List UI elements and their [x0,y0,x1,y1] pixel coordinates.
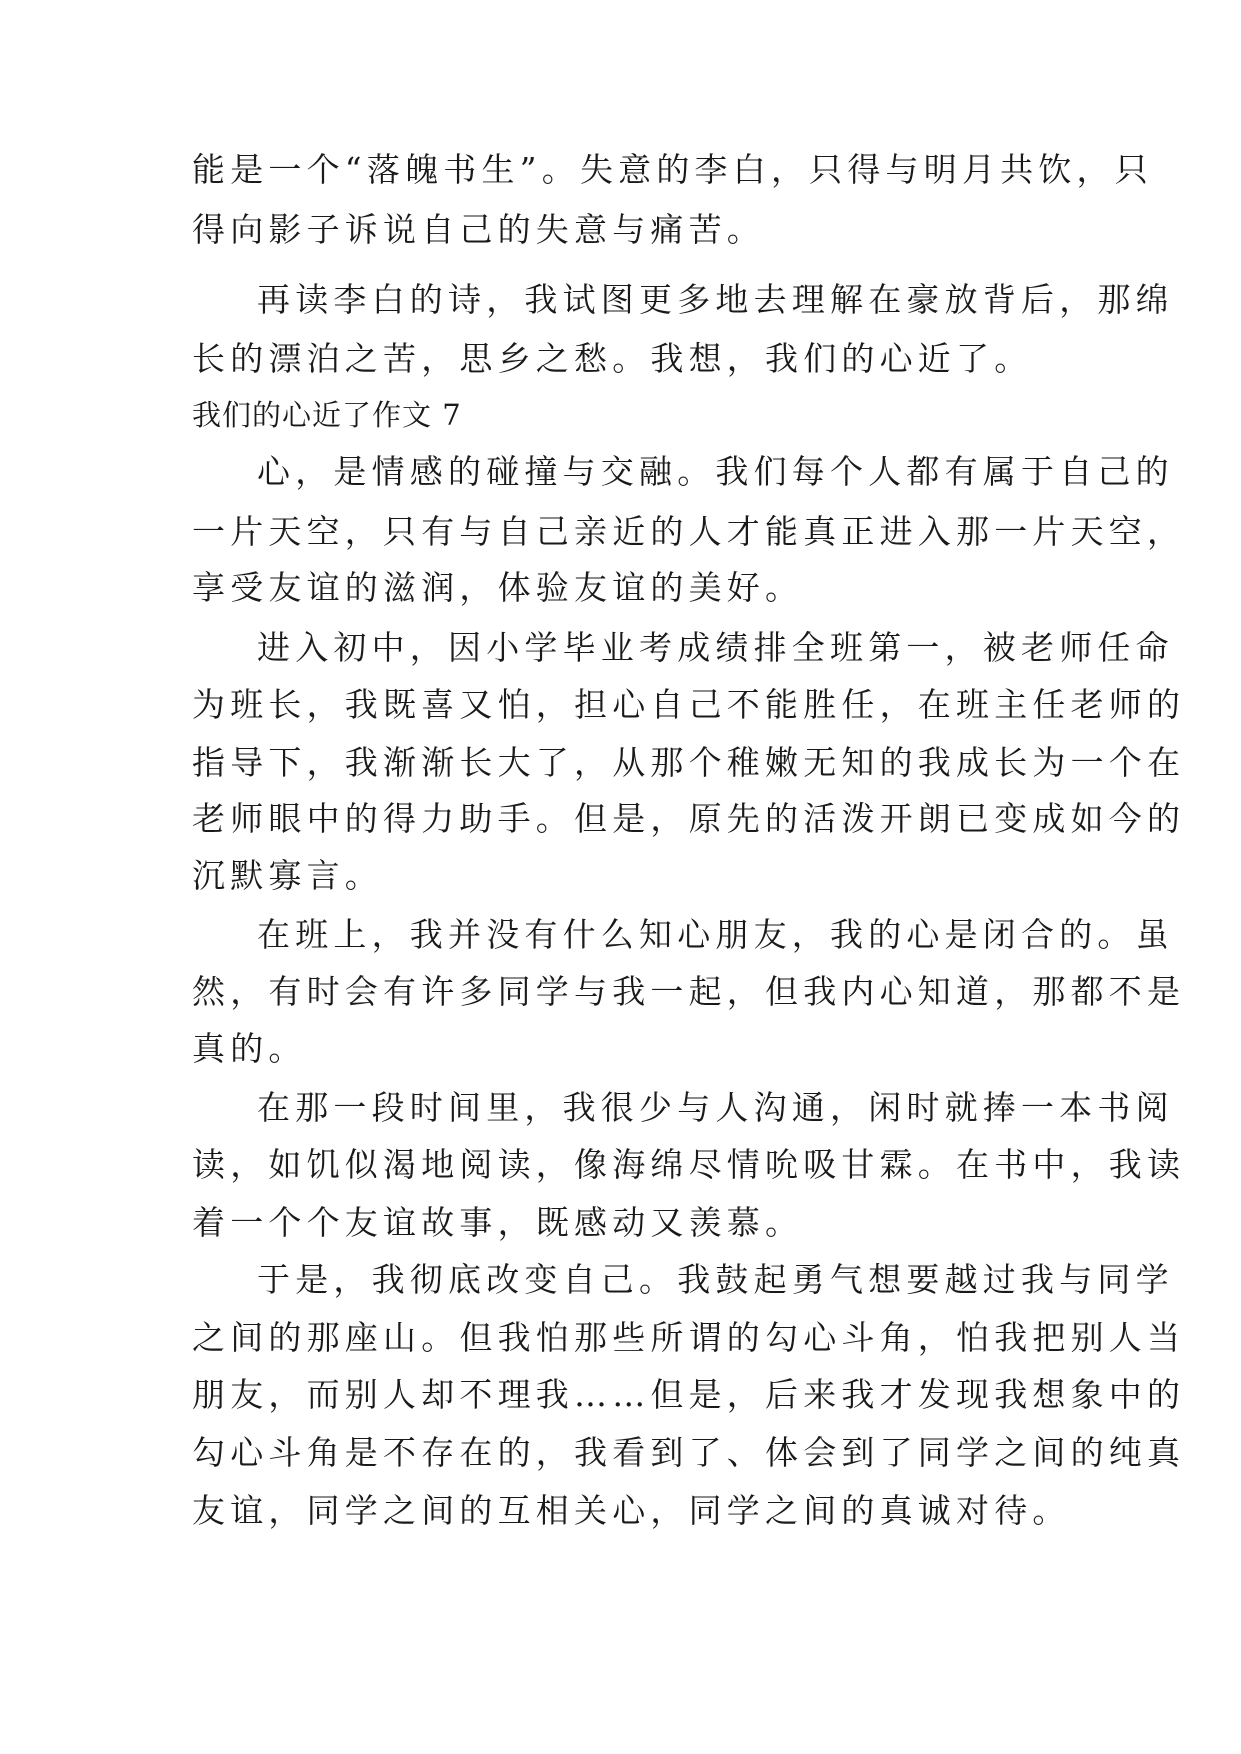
text-line: 着一个个友谊故事，既感动又羡慕。 [192,1203,804,1242]
text-line: 一片天空，只有与自己亲近的人才能真正进入那一片天空， [192,512,1186,551]
text-line: 为班长，我既喜又怕，担心自己不能胜任，在班主任老师的 [192,685,1186,724]
text-line: 再读李白的诗，我试图更多地去理解在豪放背后，那绵 [257,280,1174,319]
text-line: 朋友，而别人却不理我……但是，后来我才发现我想象中的 [192,1375,1186,1414]
text-line: 享受友谊的滋润，体验友谊的美好。 [192,568,804,607]
text-line: 进入初中，因小学毕业考成绩排全班第一，被老师任命 [257,628,1174,667]
text-line: 得向影子诉说自己的失意与痛苦。 [192,210,765,249]
text-line: 沉默寡言。 [192,856,383,895]
text-line: 勾心斗角是不存在的，我看到了、体会到了同学之间的纯真 [192,1433,1186,1472]
text-line: 指导下，我渐渐长大了，从那个稚嫩无知的我成长为一个在 [192,743,1186,782]
text-line: 然，有时会有许多同学与我一起，但我内心知道，那都不是 [192,972,1186,1011]
text-line: 真的。 [192,1029,307,1068]
section-heading: 我们的心近了作文 7 [192,398,462,432]
text-line: 长的漂泊之苦，思乡之愁。我想，我们的心近了。 [192,339,1033,378]
text-line: 在班上，我并没有什么知心朋友，我的心是闭合的。虽 [257,915,1174,954]
text-line: 老师眼中的得力助手。但是，原先的活泼开朗已变成如今的 [192,799,1186,838]
text-line: 能是一个“落魄书生”。失意的李白，只得与明月共饮，只 [192,150,1153,189]
text-line: 友谊，同学之间的互相关心，同学之间的真诚对待。 [192,1491,1071,1530]
text-line: 读，如饥似渴地阅读，像海绵尽情吮吸甘霖。在书中，我读 [192,1145,1186,1184]
text-line: 于是，我彻底改变自己。我鼓起勇气想要越过我与同学 [257,1260,1174,1299]
text-line: 在那一段时间里，我很少与人沟通，闲时就捧一本书阅 [257,1088,1174,1127]
text-line: 之间的那座山。但我怕那些所谓的勾心斗角，怕我把别人当 [192,1318,1186,1357]
text-line: 心，是情感的碰撞与交融。我们每个人都有属于自己的 [257,452,1174,491]
